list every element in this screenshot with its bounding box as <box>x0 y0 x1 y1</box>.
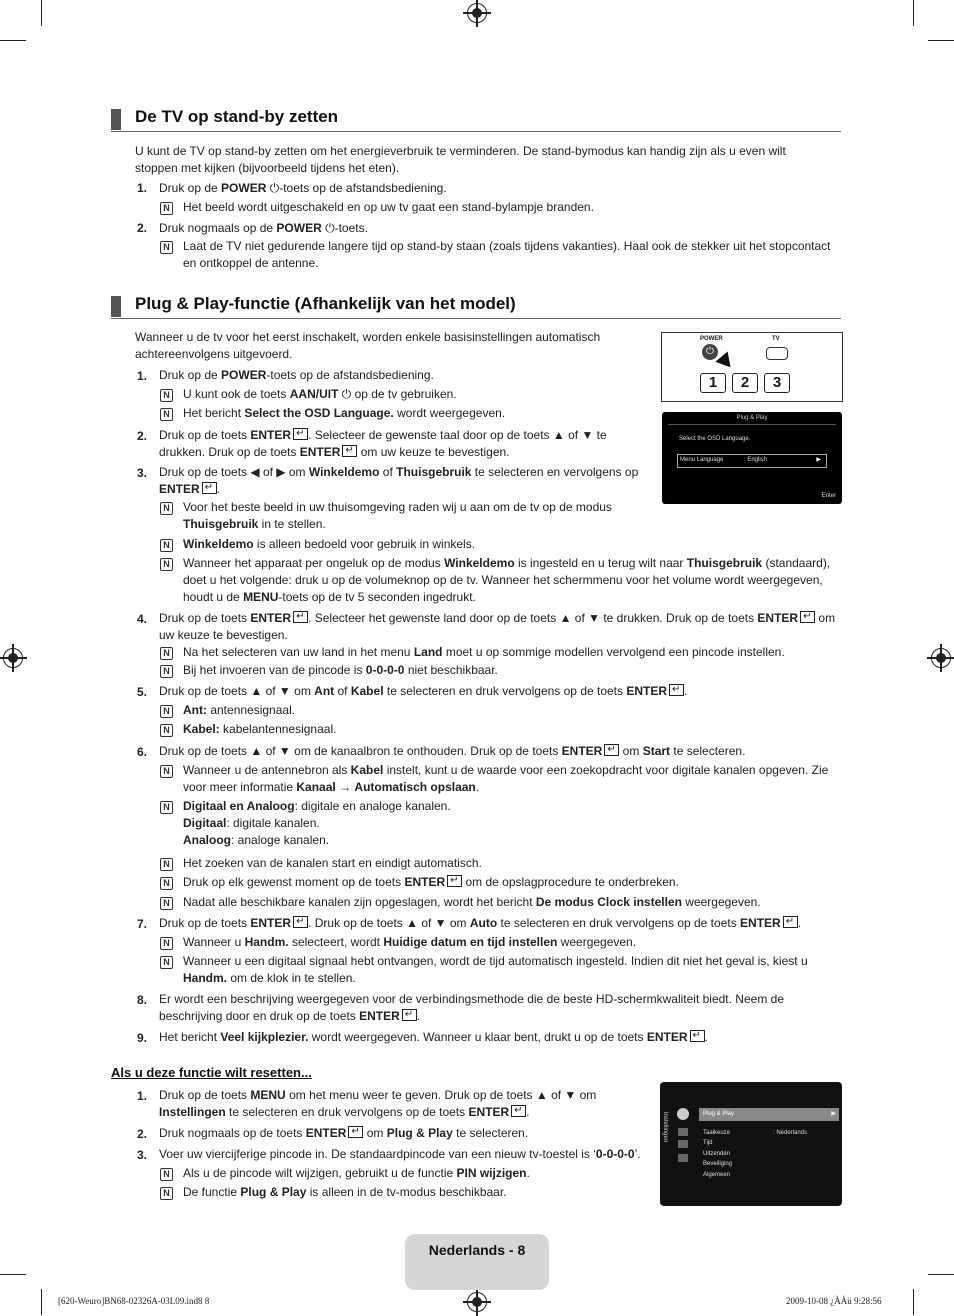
reset-subtitle: Als u deze functie wilt resetten... <box>111 1065 312 1080</box>
section-bar <box>111 296 121 317</box>
arrow-icon <box>715 351 736 372</box>
note-icon: N <box>160 897 173 910</box>
crop-mark <box>0 1274 26 1275</box>
osd-title: Plug & Play <box>736 415 768 421</box>
imprint-file: [620-Weuro]BN68-02326A-03L09.ind8 8 <box>58 1296 210 1306</box>
osd-menu-value: : English <box>744 457 768 463</box>
osd-row: Taalkeuze <box>703 1130 731 1136</box>
pp-step-5: Druk op de toets ▲ of ▼ om Ant of Kabel te selecteren en druk vervolgens op de toets ENTER↵ . <box>159 683 687 700</box>
osd-side-label: Instellingen <box>662 1111 669 1143</box>
pp-step-6: Druk op de toets ▲ of ▼ om de kanaalbron te onthouden. Druk op de toets ENTER↵ om Start te selecteren. <box>159 743 745 760</box>
reset-note: Als u de pincode wilt wijzigen, gebruikt u de functie PIN wijzigen. <box>183 1166 530 1180</box>
reset-step-1: Druk op de toets MENU om het menu weer te geven. Druk op de toets ▲ of ▼ om Instellingen te selecteren en druk vervolgens op de toets ENTER↵ . <box>159 1087 629 1121</box>
reset-step-3: Voer uw viercijferige pincode in. De standaardpincode van een nieuw tv-toestel is ‘0-0-0-0’. <box>159 1147 641 1161</box>
osd-row: Algemeen <box>703 1172 731 1178</box>
registration-mark-icon <box>467 1292 487 1312</box>
pp-note: Wanneer u een digitaal signaal hebt ontvangen, wordt de tijd automatisch ingesteld. Indien dit niet het geval is, kiest u Handm. om de klok in te stellen. <box>183 954 808 985</box>
step-number: 1. <box>137 1089 148 1103</box>
osd-side-icon <box>678 1140 688 1148</box>
pp-step-4: Druk op de toets ENTER↵ . Selecteer het gewenste land door op de toets ▲ of ▼ te drukken. Druk op de toets ENTER↵ om uw keuze te bevestigen. <box>159 610 839 644</box>
pp-note: U kunt ook de toets AAN/UIT ⏻ op de tv gebruiken. <box>183 387 457 401</box>
section-plugplay-header <box>111 296 841 319</box>
osd-enter-hint: Enter <box>821 493 836 499</box>
standby-step-1: Druk op de POWER ⏻-toets op de afstandsbediening. <box>159 181 447 195</box>
imprint-date: 2009-10-08 ¿ÀÀü 9:28:56 <box>786 1296 882 1306</box>
osd-row: Tijd <box>703 1140 713 1146</box>
note-icon: N <box>160 502 173 515</box>
pp-note: Nadat alle beschikbare kanalen zijn opgeslagen, wordt het bericht De modus Clock instellen weergegeven. <box>183 895 761 909</box>
step-number: 1. <box>137 369 148 383</box>
pp-step-9: Het bericht Veel kijkplezier. wordt weergegeven. Wanneer u klaar bent, drukt u op de toets ENTER↵ . <box>159 1029 708 1046</box>
osd-prompt: Select the OSD Language. <box>679 436 751 442</box>
registration-mark-icon <box>931 648 951 668</box>
pp-note: Wanneer het apparaat per ongeluk op de modus Winkeldemo is ingesteld en u terug wilt naar Thuisgebruik (standaard), doet u het volgende: druk u op de volumeknop op de tv. Wanneer het schermmenu voor het volume wordt weergegeven, houdt u de MENU-toets op de tv 5 seconden ingedrukt. <box>183 556 831 604</box>
osd-selected-item <box>699 1108 839 1121</box>
pp-note: Voor het beste beeld in uw thuisomgeving raden wij u aan om de tv op de modus Thuisgebruik in te stellen. <box>183 500 612 531</box>
key-1: 1 <box>700 373 726 393</box>
step-number: 1. <box>137 181 148 195</box>
reset-step-2: Druk nogmaals op de toets ENTER↵ om Plug & Play te selecteren. <box>159 1125 528 1142</box>
power-label: POWER <box>700 336 723 342</box>
standby-intro: U kunt de TV op stand-by zetten om het energieverbruik te verminderen. De stand-bymodus kan handig zijn als u even wilt stoppen met kijken (bijvoorbeeld tijdens het eten). <box>135 144 786 175</box>
power-button-icon: ⏻ <box>702 344 718 360</box>
crop-mark <box>913 1289 914 1315</box>
pp-note: Kabel: kabelantennesignaal. <box>183 722 337 736</box>
crop-mark <box>41 1289 42 1315</box>
pp-note: Het zoeken van de kanalen start en eindigt automatisch. <box>183 856 482 870</box>
step-number: 2. <box>137 429 148 443</box>
note-icon: N <box>160 1187 173 1200</box>
note-icon: N <box>160 937 173 950</box>
osd-item-label: Plug & Play <box>703 1111 735 1117</box>
key-3: 3 <box>764 373 790 393</box>
key-2: 2 <box>732 373 758 393</box>
pp-step-8: Er wordt een beschrijving weergegeven voor de verbindingsmethode die de beste HD-schermkwaliteit biedt. Neem de beschrijving door en druk op de toets ENTER↵ . <box>159 991 809 1025</box>
step-number: 5. <box>137 685 148 699</box>
arrow-right-icon: ▶ <box>816 457 821 463</box>
section-plugplay-title: Plug & Play-functie (Afhankelijk van het model) <box>135 294 516 313</box>
pp-step-3: Druk op de toets ◀ of ▶ om Winkeldemo of Thuisgebruik te selecteren en vervolgens op ENTER↵ . <box>159 464 639 498</box>
note-icon: N <box>160 202 173 215</box>
pp-note: Bij het invoeren van de pincode is 0-0-0-0 niet beschikbaar. <box>183 663 498 677</box>
step-number: 9. <box>137 1031 148 1045</box>
crop-mark <box>928 1274 954 1275</box>
note-icon: N <box>160 665 173 678</box>
pp-note: Wanneer u Handm. selecteert, wordt Huidige datum en tijd instellen weergegeven. <box>183 935 637 949</box>
standby-note-1: Het beeld wordt uitgeschakeld en op uw tv gaat een stand-bylampje branden. <box>183 200 594 214</box>
pp-note: Het bericht Select the OSD Language. wordt weergegeven. <box>183 406 506 420</box>
page-number: Nederlands - 8 <box>428 1242 526 1258</box>
step-number: 2. <box>137 221 148 235</box>
standby-step-2: Druk nogmaals op de POWER ⏻-toets. <box>159 221 368 235</box>
osd-row: Beveiliging <box>703 1161 733 1167</box>
osd-side-icon <box>678 1128 688 1136</box>
step-number: 3. <box>137 466 148 480</box>
crop-mark <box>0 40 26 41</box>
pp-note: Wanneer u de antennebron als Kabel instelt, kunt u de waarde voor een zoekopdracht voor digitale kanalen opgeven. Zie voor meer informatie Kanaal → Automatisch opslaan. <box>183 763 829 794</box>
pp-note: Digitaal en Analoog: digitale en analoge kanalen. Digitaal: digitale kanalen. Analoog: analoge kanalen. <box>183 799 451 847</box>
pp-note: Na het selecteren van uw land in het menu Land moet u op sommige modellen vervolgend een pincode instellen. <box>183 645 785 659</box>
note-icon: N <box>160 765 173 778</box>
step-number: 3. <box>137 1148 148 1162</box>
note-icon: N <box>160 877 173 890</box>
step-number: 7. <box>137 917 148 931</box>
crop-mark <box>928 40 954 41</box>
note-icon: N <box>160 389 173 402</box>
remote-control-figure <box>661 332 843 402</box>
tv-label: TV <box>772 336 780 342</box>
step-number: 8. <box>137 993 148 1007</box>
note-icon: N <box>160 1168 173 1181</box>
pp-step-7: Druk op de toets ENTER↵ . Druk op de toets ▲ of ▼ om Auto te selecteren en druk vervolgens op de toets ENTER↵ . <box>159 915 801 932</box>
section-bar <box>111 109 121 130</box>
crop-mark <box>913 0 914 26</box>
plugplay-intro: Wanneer u de tv voor het eerst inschakelt, worden enkele basisinstellingen automatisch achtereenvolgens uitgevoerd. <box>135 330 601 361</box>
tv-button-icon <box>766 347 788 360</box>
crop-mark <box>41 0 42 26</box>
note-icon: N <box>160 558 173 571</box>
pp-step-1: Druk op de POWER-toets op de afstandsbediening. <box>159 368 434 382</box>
pp-note: Ant: antennesignaal. <box>183 703 296 717</box>
osd-side-icon <box>678 1154 688 1162</box>
step-number: 2. <box>137 1127 148 1141</box>
step-number: 4. <box>137 612 148 626</box>
note-icon: N <box>160 724 173 737</box>
standby-note-2: Laat de TV niet gedurende langere tijd op stand-by staan (zoals tijdens vakanties). Haal ook de stekker uit het stopcontact en ontkoppel de antenne. <box>183 239 831 270</box>
note-icon: N <box>160 705 173 718</box>
pp-step-2: Druk op de toets ENTER↵ . Selecteer de gewenste taal door op de toets ▲ of ▼ te drukken. Druk op de toets ENTER↵ om uw keuze te bevestigen. <box>159 427 629 461</box>
osd-menu-label: Menu Language <box>680 457 724 463</box>
note-icon: N <box>160 539 173 552</box>
page-footer <box>405 1234 549 1290</box>
pp-note: Winkeldemo is alleen bedoeld voor gebruik in winkels. <box>183 537 476 551</box>
gear-icon <box>677 1108 689 1120</box>
osd-row-value: : Nederlands <box>773 1130 808 1136</box>
osd-settings-figure <box>660 1082 842 1206</box>
note-icon: N <box>160 408 173 421</box>
note-icon: N <box>160 956 173 969</box>
note-icon: N <box>160 858 173 871</box>
note-icon: N <box>160 647 173 660</box>
step-number: 6. <box>137 745 148 759</box>
section-standby-header <box>111 109 841 132</box>
osd-divider <box>668 424 836 425</box>
arrow-right-icon: ▶ <box>831 1111 836 1117</box>
note-icon: N <box>160 801 173 814</box>
osd-menu-row <box>677 454 827 468</box>
reset-note: De functie Plug & Play is alleen in de tv-modus beschikbaar. <box>183 1185 507 1199</box>
note-icon: N <box>160 241 173 254</box>
osd-row: Uitzenden <box>703 1151 731 1157</box>
osd-language-figure <box>662 412 842 504</box>
pp-note: Druk op elk gewenst moment op de toets ENTER↵ om de opslagprocedure te onderbreken. <box>183 874 679 891</box>
section-standby-title: De TV op stand-by zetten <box>135 107 339 126</box>
registration-mark-icon <box>3 648 23 668</box>
registration-mark-icon <box>467 3 487 23</box>
